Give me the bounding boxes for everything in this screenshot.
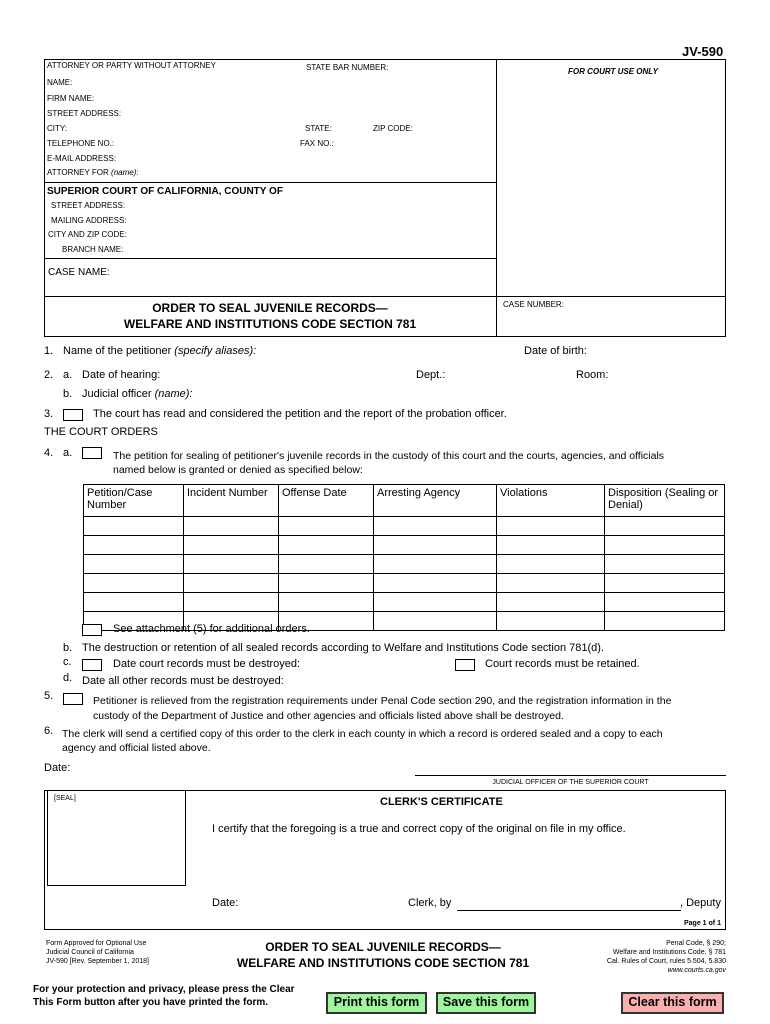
- state-label: STATE:: [305, 124, 332, 133]
- table-cell[interactable]: [84, 555, 184, 574]
- attorney-for-label: [47, 168, 139, 177]
- table-cell[interactable]: [605, 612, 725, 631]
- item1-hint: (specify aliases):: [174, 345, 257, 357]
- clerk-certify-text: I certify that the foregoing is a true and correct copy of the original on file in my office.: [212, 823, 626, 835]
- table-cell[interactable]: [497, 593, 605, 612]
- item2b-letter: b.: [63, 388, 73, 400]
- footer-right-2: Welfare and Institutions Code, § 781: [612, 949, 726, 956]
- firm-label: FIRM NAME:: [47, 94, 95, 103]
- court-title: SUPERIOR COURT OF CALIFORNIA, COUNTY OF: [47, 186, 283, 197]
- court-branch-label: BRANCH NAME:: [62, 245, 124, 254]
- table-cell[interactable]: [605, 555, 725, 574]
- clerk-by-label: Clerk, by: [408, 897, 452, 909]
- item4a-text-line1: The petition for sealing of petitioner's juvenile records in the custody of this court and the courts, agencies, and officials: [113, 450, 665, 462]
- item4a-text-line2: named below is granted or denied as specified below:: [113, 464, 363, 476]
- item3-checkbox[interactable]: [63, 409, 83, 421]
- phone-label: TELEPHONE NO.:: [47, 139, 115, 148]
- zip-label: ZIP CODE:: [373, 124, 413, 133]
- table-cell[interactable]: [374, 593, 497, 612]
- item6-text-line1: The clerk will send a certified copy of this order to the clerk in each county in which a record is ordered sealed and a copy to each: [62, 728, 663, 740]
- item3-text: The court has read and considered the petition and the report of the probation officer.: [93, 408, 507, 420]
- item2b-label: [82, 388, 192, 400]
- footer-title-line2: WELFARE AND INSTITUTIONS CODE SECTION 781: [236, 956, 530, 970]
- table-row: [84, 574, 725, 593]
- table-cell[interactable]: [184, 517, 279, 536]
- clerk-left-line: [44, 790, 45, 930]
- item5-text-line1: Petitioner is relieved from the registration requirements under Penal Code section 290, and the registration information in the: [93, 695, 672, 707]
- table-row: [84, 593, 725, 612]
- court-mailing-label: MAILING ADDRESS:: [51, 216, 127, 225]
- table-cell[interactable]: [374, 612, 497, 631]
- page-number: Page 1 of 1: [684, 920, 721, 927]
- table-cell[interactable]: [84, 536, 184, 555]
- table-cell[interactable]: [184, 555, 279, 574]
- item1-text: Name of the petitioner: [63, 345, 172, 357]
- caption-right-line: [725, 59, 726, 337]
- table-row: [84, 536, 725, 555]
- table-cell[interactable]: [374, 574, 497, 593]
- col-incident-number: Incident Number: [184, 485, 279, 517]
- item5-text: [93, 694, 671, 724]
- item4a-letter: a.: [63, 447, 73, 459]
- item2-dept: Dept.:: [416, 369, 446, 381]
- item4a-checkbox[interactable]: [82, 447, 102, 459]
- item2-room: Room:: [576, 369, 609, 381]
- item3-num: 3.: [44, 408, 54, 420]
- item4a-text: [113, 449, 664, 477]
- item4c-checkbox[interactable]: [82, 659, 102, 671]
- item4c-text: Date court records must be destroyed:: [113, 658, 301, 670]
- privacy-note: [33, 983, 295, 1009]
- table-cell[interactable]: [605, 574, 725, 593]
- seal-box: [47, 791, 186, 886]
- order-date-label: Date:: [44, 762, 71, 774]
- footer-right-1: Penal Code, § 290;: [666, 940, 726, 947]
- table-cell[interactable]: [84, 517, 184, 536]
- caption-line-title: [44, 296, 726, 297]
- item6-text: [62, 727, 663, 755]
- privacy-line2: This Form button after you have printed the form.: [33, 997, 269, 1008]
- item4d-letter: d.: [63, 672, 73, 684]
- judicial-officer-label: JUDICIAL OFFICER OF THE SUPERIOR COURT: [492, 779, 649, 786]
- footer-left-3: JV-590 [Rev. September 1, 2018]: [46, 958, 149, 965]
- footer-left-2: Judicial Council of California: [46, 949, 134, 956]
- table-cell[interactable]: [279, 555, 374, 574]
- table-cell[interactable]: [605, 536, 725, 555]
- court-street-label: STREET ADDRESS:: [51, 201, 126, 210]
- item2b-hint: (name):: [154, 388, 193, 400]
- table-cell[interactable]: [184, 593, 279, 612]
- footer-right-3: Cal. Rules of Court, rules 5.504, 5.830: [606, 958, 726, 965]
- retain-checkbox[interactable]: [455, 659, 475, 671]
- attachment-checkbox[interactable]: [82, 624, 102, 636]
- clerk-right-line: [725, 790, 726, 930]
- table-cell[interactable]: [84, 574, 184, 593]
- caption-line-court: [44, 182, 496, 183]
- footer-left-1: Form Approved for Optional Use: [46, 940, 147, 947]
- table-cell[interactable]: [374, 555, 497, 574]
- form-title: [44, 300, 496, 332]
- item4c-letter: c.: [63, 656, 72, 668]
- court-orders-heading: THE COURT ORDERS: [44, 426, 158, 438]
- deputy-label: , Deputy: [680, 897, 721, 909]
- footer-right: [607, 939, 726, 975]
- print-form-button[interactable]: Print this form: [326, 992, 427, 1014]
- table-cell[interactable]: [497, 612, 605, 631]
- court-cityzip-label: CITY AND ZIP CODE:: [48, 230, 127, 239]
- table-cell[interactable]: [605, 517, 725, 536]
- item6-num: 6.: [44, 725, 54, 737]
- item1-dob: Date of birth:: [524, 345, 587, 357]
- item1-num: 1.: [44, 345, 54, 357]
- attorney-header: ATTORNEY OR PARTY WITHOUT ATTORNEY: [47, 61, 216, 70]
- form-title-line1: ORDER TO SEAL JUVENILE RECORDS—: [152, 301, 388, 315]
- col-arresting-agency: Arresting Agency: [374, 485, 497, 517]
- footer-right-4: www.courts.ca.gov: [667, 967, 726, 974]
- table-cell[interactable]: [279, 517, 374, 536]
- caption-left-line: [44, 59, 45, 337]
- table-cell[interactable]: [497, 555, 605, 574]
- clerk-bottom-line: [44, 929, 726, 930]
- col-disposition: Disposition (Sealing or Denial): [605, 485, 725, 517]
- table-cell[interactable]: [374, 536, 497, 555]
- item4d-text: Date all other records must be destroyed:: [82, 675, 284, 687]
- attorney-for-hint: (name):: [111, 168, 139, 177]
- caption-mid-line: [496, 59, 497, 337]
- attachment-text: See attachment (5) for additional orders.: [113, 623, 310, 635]
- city-label: CITY:: [47, 124, 68, 133]
- item5-num: 5.: [44, 690, 54, 702]
- state-bar-label: STATE BAR NUMBER:: [306, 63, 389, 72]
- caption-line-casename: [44, 258, 496, 259]
- item2b-text: Judicial officer: [82, 388, 152, 400]
- privacy-line1: For your protection and privacy, please press the Clear: [33, 984, 295, 995]
- street-label: STREET ADDRESS:: [47, 109, 122, 118]
- case-name-label: CASE NAME:: [48, 267, 110, 278]
- seal-label: [SEAL]: [54, 795, 76, 802]
- item5-text-line2: custody of the Department of Justice and other agencies and officials listed above shall be destroyed.: [93, 710, 564, 722]
- item6-text-line2: agency and official listed above.: [62, 742, 211, 754]
- item4b-letter: b.: [63, 642, 73, 654]
- clerk-title: CLERK'S CERTIFICATE: [380, 796, 503, 808]
- item2a-label: Date of hearing:: [82, 369, 161, 381]
- table-cell[interactable]: [605, 593, 725, 612]
- clerk-signature-line: [457, 910, 681, 911]
- email-label: E-MAIL ADDRESS:: [47, 154, 117, 163]
- records-table: [83, 484, 725, 631]
- clerk-date-label: Date:: [212, 897, 239, 909]
- table-cell[interactable]: [84, 593, 184, 612]
- table-row: [84, 517, 725, 536]
- col-offense-date: Offense Date: [279, 485, 374, 517]
- court-use-label: FOR COURT USE ONLY: [568, 67, 658, 76]
- col-violations: Violations: [497, 485, 605, 517]
- item2-num: 2.: [44, 369, 54, 381]
- table-cell[interactable]: [497, 536, 605, 555]
- footer-title-line1: ORDER TO SEAL JUVENILE RECORDS—: [265, 940, 501, 954]
- name-label: NAME:: [47, 78, 73, 87]
- table-cell[interactable]: [279, 574, 374, 593]
- item1-label: [63, 345, 256, 357]
- judicial-officer-signature-line: [415, 775, 726, 776]
- table-cell[interactable]: [374, 517, 497, 536]
- form-title-line2: WELFARE AND INSTITUTIONS CODE SECTION 781: [123, 317, 417, 331]
- table-cell[interactable]: [497, 517, 605, 536]
- save-form-button[interactable]: Save this form: [436, 992, 536, 1014]
- table-cell[interactable]: [184, 536, 279, 555]
- table-cell[interactable]: [279, 593, 374, 612]
- footer-title: [210, 939, 556, 971]
- case-number-label: CASE NUMBER:: [503, 300, 564, 309]
- item4-num: 4.: [44, 447, 54, 459]
- table-cell[interactable]: [279, 536, 374, 555]
- table-header-row: [84, 485, 725, 517]
- table-cell[interactable]: [184, 574, 279, 593]
- item4b-text: The destruction or retention of all sealed records according to Welfare and Institutions Code section 781(d).: [82, 642, 604, 654]
- table-cell[interactable]: [497, 574, 605, 593]
- caption-top-line: [44, 59, 726, 60]
- caption-bottom-line: [44, 336, 726, 337]
- table-row: [84, 555, 725, 574]
- fax-label: FAX NO.:: [300, 139, 334, 148]
- clear-form-button[interactable]: Clear this form: [621, 992, 724, 1014]
- retain-text: Court records must be retained.: [485, 658, 640, 670]
- footer-left: [46, 939, 149, 966]
- item5-checkbox[interactable]: [63, 693, 83, 705]
- item2a-letter: a.: [63, 369, 73, 381]
- attorney-for-text: ATTORNEY FOR: [47, 168, 109, 177]
- col-petition-case-number: Petition/Case Number: [84, 485, 184, 517]
- form-id: JV-590: [682, 44, 724, 59]
